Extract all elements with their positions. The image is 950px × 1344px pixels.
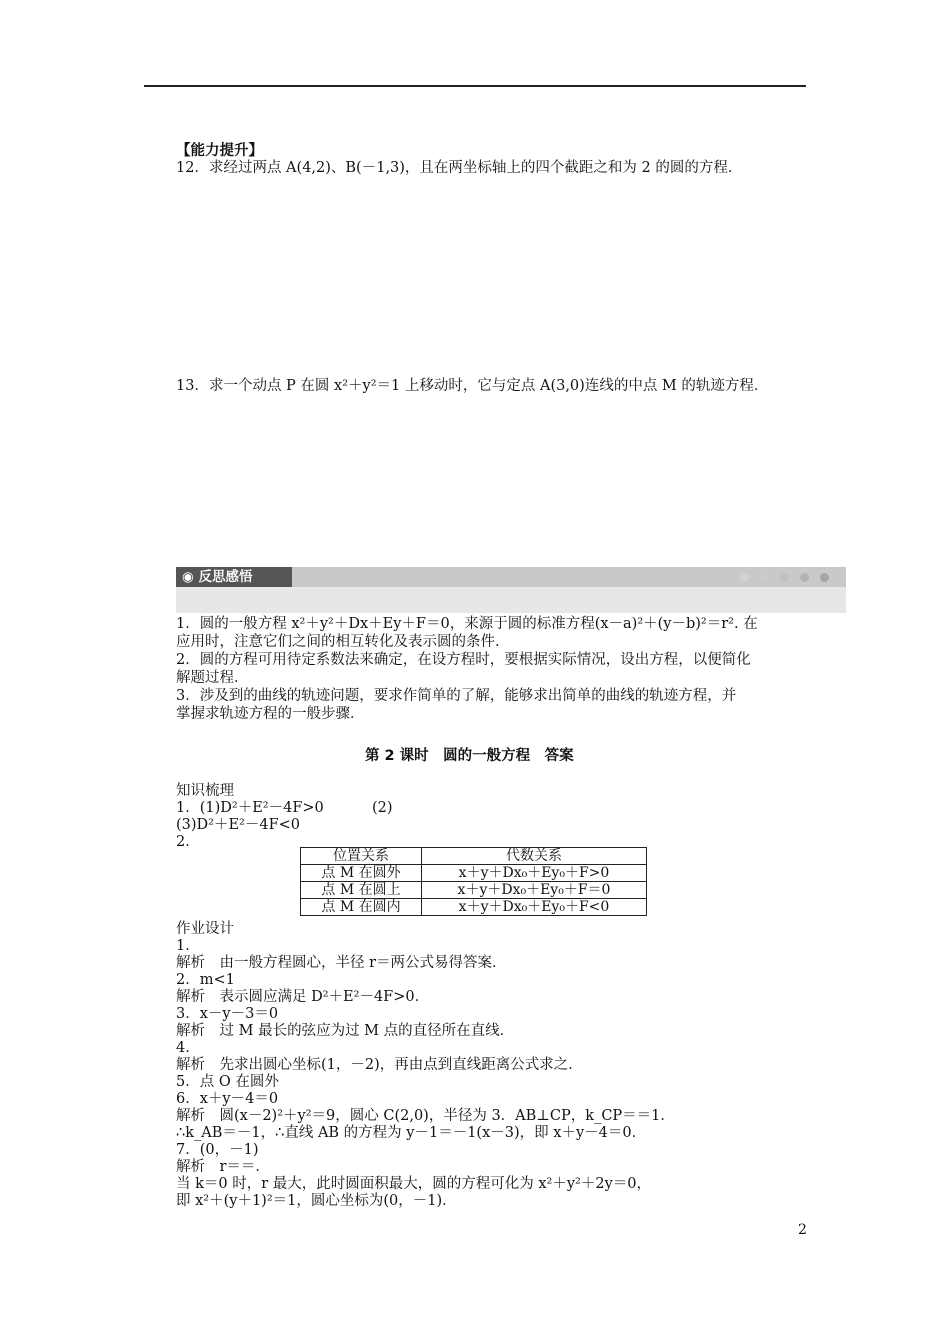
homework-line: ∴k_AB＝－1，∴直线 AB 的方程为 y－1＝－1(x－3)，即 x＋y－4＝0． <box>176 1125 647 1141</box>
answer-title: 第 2 课时 圆的一般方程 答案 <box>365 748 574 764</box>
knowledge-item-2: 2． <box>176 834 200 850</box>
homework-line: 解析 表示圆应满足 D²＋E²－4F>0． <box>176 989 430 1005</box>
homework-line: 6．x＋y－4＝0 <box>176 1091 279 1107</box>
homework-heading: 作业设计 <box>176 921 234 937</box>
table-cell: 点 M 在圆外 <box>301 865 422 882</box>
homework-line: 4． <box>176 1040 200 1056</box>
homework-line: 5．点 O 在圆外 <box>176 1074 279 1090</box>
reflection-line-6: 掌握求轨迹方程的一般步骤． <box>176 706 365 722</box>
knowledge-heading: 知识梳理 <box>176 783 234 799</box>
reflection-line-3: 2．圆的方程可用待定系数法来确定，在设方程时，要根据实际情况，设出方程，以便简化 <box>176 652 751 668</box>
table-cell: x＋y＋Dx₀＋Ey₀＋F＝0 <box>422 882 647 899</box>
problem-12: 12．求经过两点 A(4,2)、B(－1,3)，且在两坐标轴上的四个截距之和为 2 的圆的方程． <box>176 160 743 176</box>
table-cell: x＋y＋Dx₀＋Ey₀＋F>0 <box>422 865 647 882</box>
position-table <box>300 847 647 916</box>
homework-line: 7．(0，－1) <box>176 1142 259 1158</box>
table-header-cell: 位置关系 <box>301 848 422 865</box>
homework-line: 即 x²＋(y＋1)²＝1，圆心坐标为(0，－1)． <box>176 1193 457 1209</box>
reflection-line-2: 应用时，注意它们之间的相互转化及表示圆的条件． <box>176 634 510 650</box>
homework-line: 解析 r＝＝． <box>176 1159 270 1175</box>
dot-icon <box>760 573 769 582</box>
problem-13: 13．求一个动点 P 在圆 x²＋y²＝1 上移动时，它与定点 A(3,0)连线的中点 M 的轨迹方程． <box>176 378 769 394</box>
table-row <box>301 882 647 899</box>
reflection-line-1: 1．圆的一般方程 x²＋y²＋Dx＋Ey＋F＝0，来源于圆的标准方程(x－a)²＋(y－b)²＝r². 在 <box>176 616 758 632</box>
knowledge-item-1b: (2) <box>372 800 393 816</box>
homework-line: 2．m<1 <box>176 972 235 988</box>
table-header-cell: 代数关系 <box>422 848 647 865</box>
knowledge-item-1a: 1．(1)D²＋E²－4F>0 <box>176 800 324 816</box>
homework-line: 解析 由一般方程圆心，半径 r＝两公式易得答案． <box>176 955 507 971</box>
homework-line: 解析 圆(x－2)²＋y²＝9，圆心 C(2,0)，半径为 3．AB⊥CP，k_CP＝＝1． <box>176 1108 675 1124</box>
header-rule <box>144 85 806 87</box>
table-row <box>301 865 647 882</box>
dot-icon <box>780 573 789 582</box>
homework-line: 解析 过 M 最长的弦应为过 M 点的直径所在直线． <box>176 1023 515 1039</box>
table-cell: x＋y＋Dx₀＋Ey₀＋F<0 <box>422 899 647 916</box>
banner-body <box>176 587 846 613</box>
reflection-banner <box>176 567 846 613</box>
dot-icon <box>740 573 749 582</box>
homework-line: 1． <box>176 938 200 954</box>
table-row <box>301 899 647 916</box>
table-header-row <box>301 848 647 865</box>
reflection-line-4: 解题过程． <box>176 670 249 686</box>
dot-icon <box>800 573 809 582</box>
table-cell: 点 M 在圆上 <box>301 882 422 899</box>
section-header: 【能力提升】 <box>176 143 263 159</box>
reflection-line-5: 3．涉及到的曲线的轨迹问题，要求作简单的了解，能够求出简单的曲线的轨迹方程，并 <box>176 688 737 704</box>
dot-icon <box>820 573 829 582</box>
page-number: 2 <box>798 1222 807 1238</box>
knowledge-item-1c: (3)D²＋E²－4F<0 <box>176 817 301 833</box>
homework-line: 解析 先求出圆心坐标(1，－2)，再由点到直线距离公式求之． <box>176 1057 583 1073</box>
banner-label: ◉ 反思感悟 <box>176 567 292 587</box>
homework-line: 3．x－y－3＝0 <box>176 1006 279 1022</box>
homework-line: 当 k＝0 时，r 最大，此时圆面积最大，圆的方程可化为 x²＋y²＋2y＝0， <box>176 1176 652 1192</box>
table-cell: 点 M 在圆内 <box>301 899 422 916</box>
